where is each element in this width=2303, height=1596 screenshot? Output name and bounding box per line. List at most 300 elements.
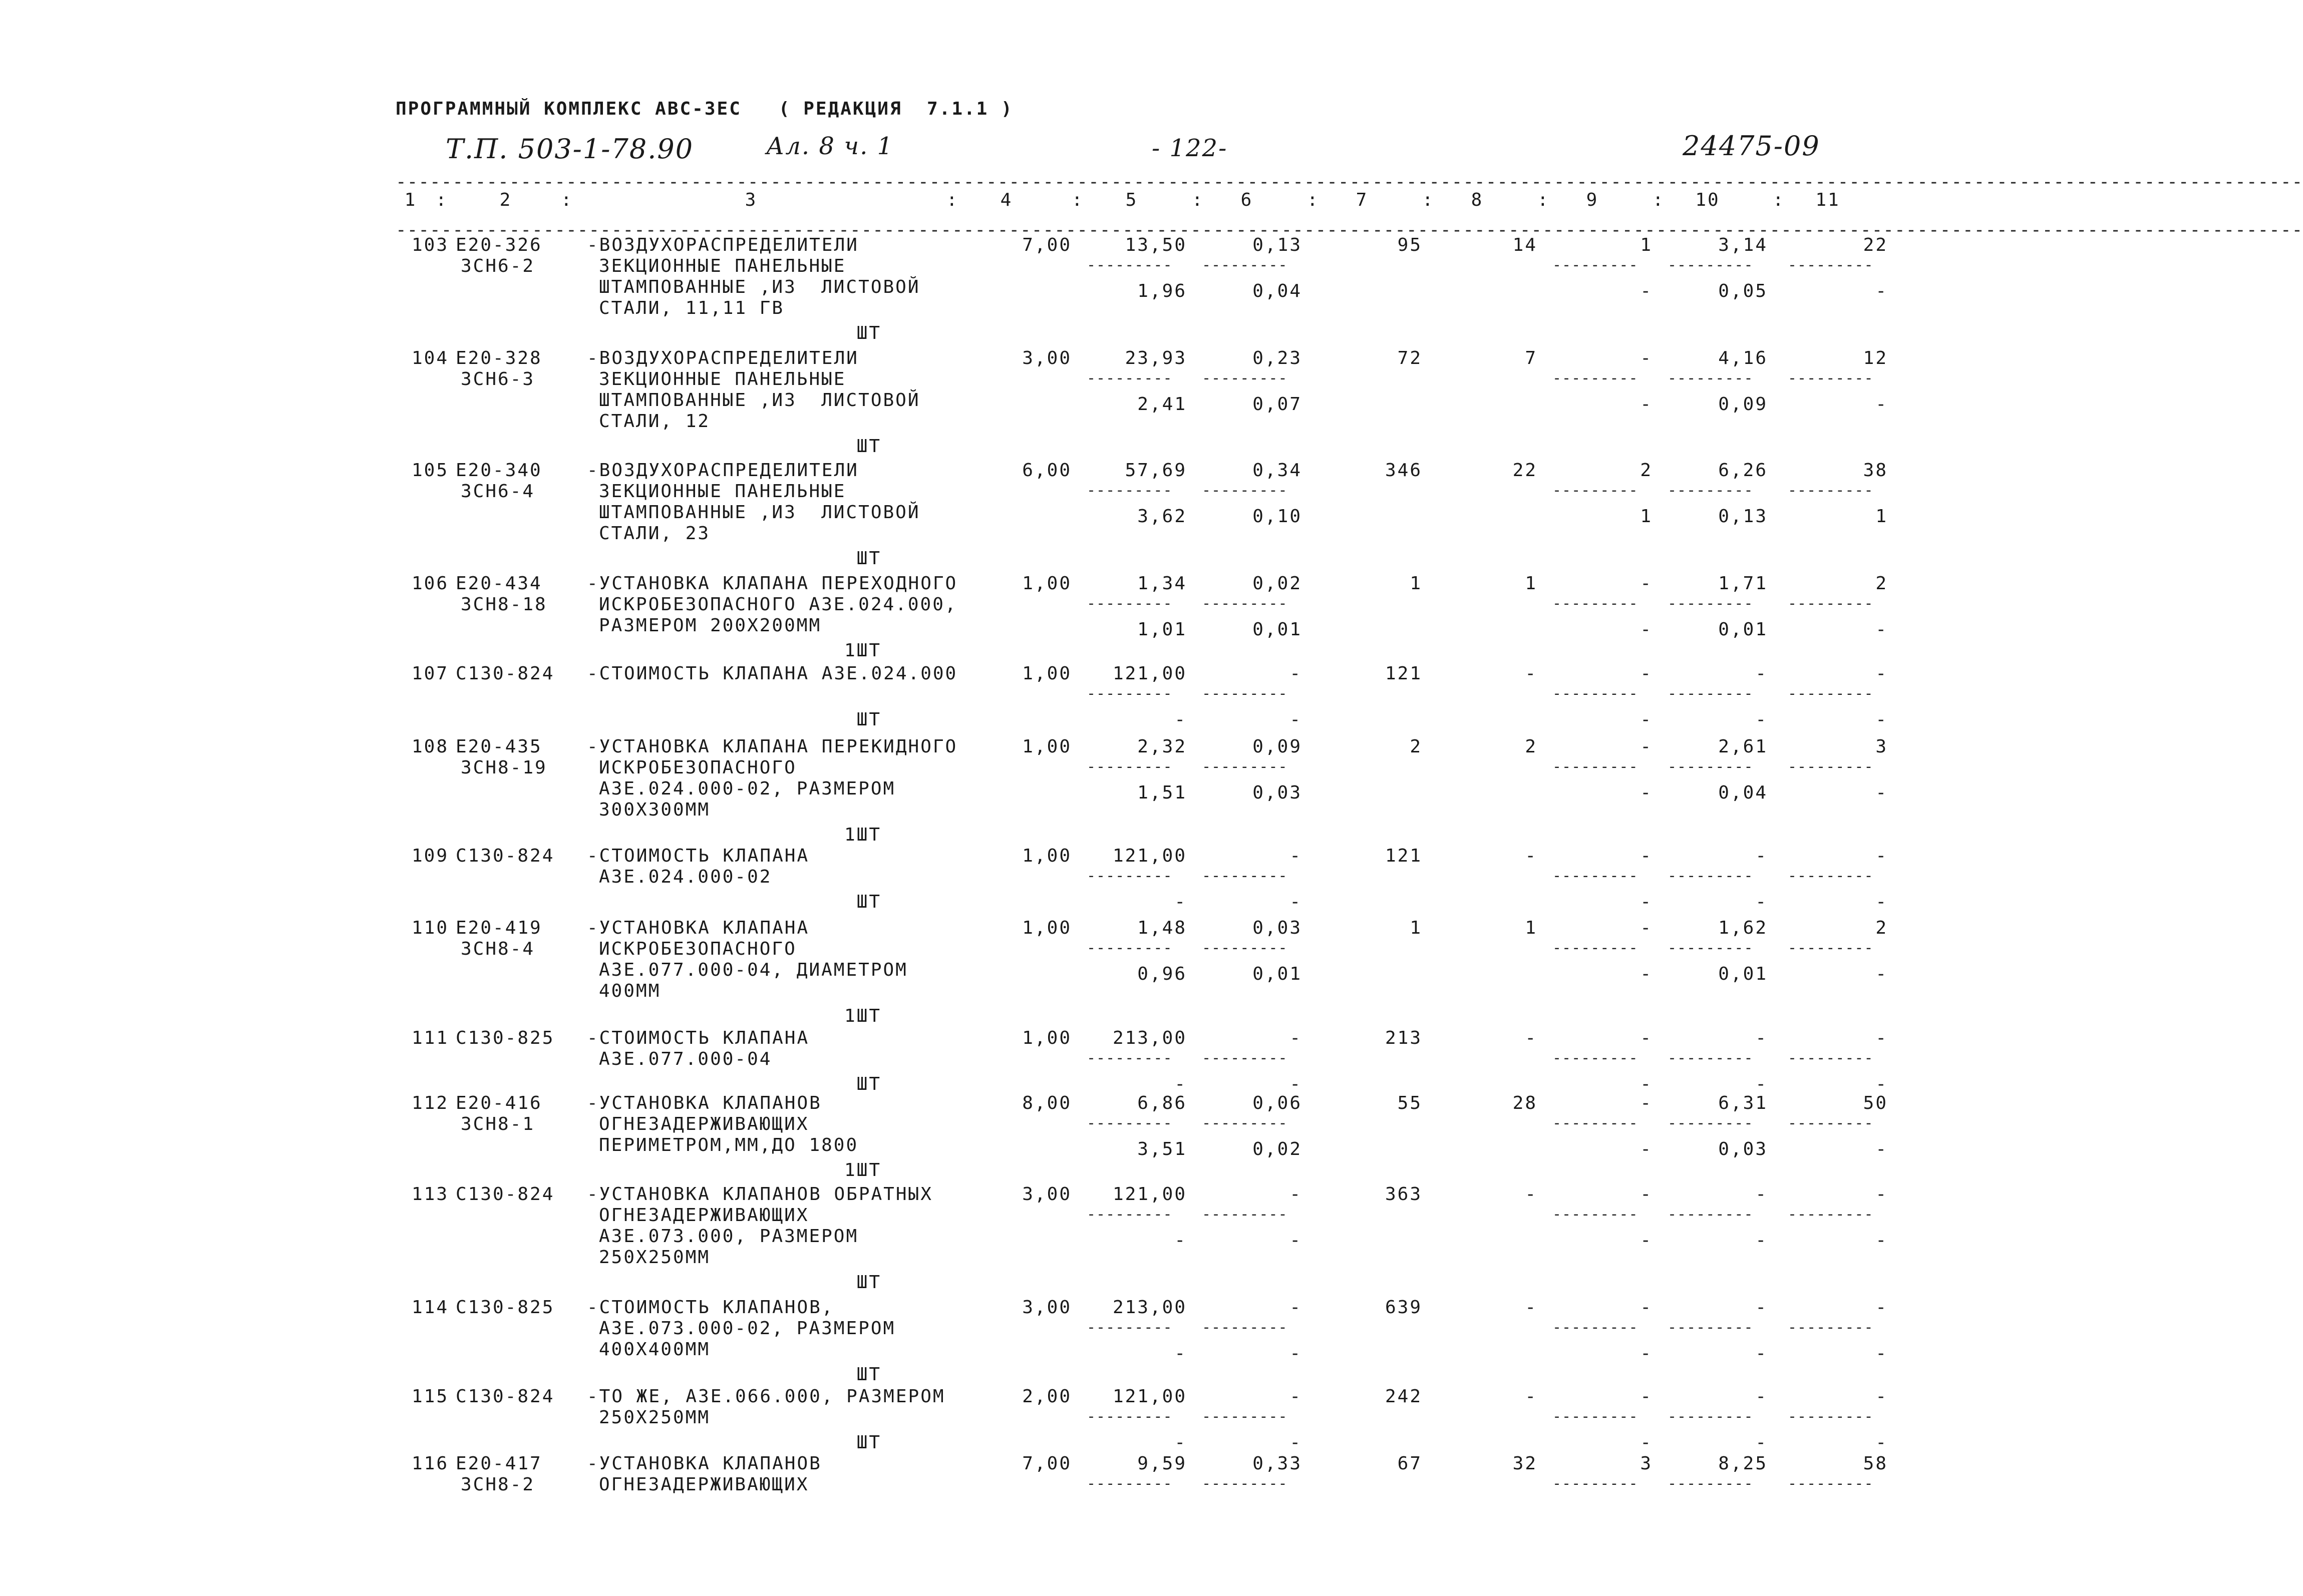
column-separator: : <box>1192 190 1204 210</box>
cell-col-4: 7,00 <box>1022 1453 1072 1474</box>
cell-col-10: 3,14 <box>1718 235 1768 255</box>
cell-col-6-secondary: - <box>1289 1343 1302 1364</box>
cell-col-5: 2,32 <box>1137 736 1187 757</box>
cell-col-4: 2,00 <box>1022 1386 1072 1407</box>
cell-col-10-secondary: - <box>1755 1343 1768 1364</box>
cell-col-10: 8,25 <box>1718 1453 1768 1474</box>
rate-code: Е20-416 <box>456 1093 542 1113</box>
dashed-separator: --------- <box>1668 1049 1754 1067</box>
dashed-separator: --------- <box>1202 1319 1288 1336</box>
cell-col-4: 1,00 <box>1022 663 1072 684</box>
row-number: 112 <box>411 1093 449 1113</box>
dashed-separator: --------- <box>1668 939 1754 957</box>
work-description-line: ИСКРОБЕЗОПАСНОГО <box>599 757 797 778</box>
row-number: 104 <box>411 348 449 368</box>
rate-code: С130-824 <box>456 663 555 684</box>
cell-col-5: 13,50 <box>1125 235 1187 255</box>
dashed-separator: --------- <box>1202 256 1288 274</box>
cell-col-4: 1,00 <box>1022 846 1072 866</box>
cell-col-5-secondary: 1,51 <box>1137 782 1187 803</box>
cell-col-7: 346 <box>1385 460 1422 481</box>
cell-col-11: - <box>1875 846 1888 866</box>
cell-col-9: - <box>1640 1028 1653 1048</box>
cell-col-5: 121,00 <box>1112 846 1187 866</box>
rate-code-secondary: ЗСН6-3 <box>461 369 535 389</box>
page-number: - 122- <box>1152 134 1228 162</box>
cell-col-11-secondary: - <box>1875 892 1888 912</box>
cell-col-9: - <box>1640 663 1653 684</box>
cell-col-9-secondary: - <box>1640 619 1653 640</box>
measure-unit: ШТ <box>856 892 881 912</box>
work-description-line: АЗЕ.024.000-02 <box>599 867 772 887</box>
dashed-separator: --------- <box>1788 1049 1874 1067</box>
cell-col-6: - <box>1289 1184 1302 1205</box>
dashed-separator: --------- <box>1788 758 1874 775</box>
dashed-separator: --------- <box>1087 482 1173 499</box>
rate-code: Е20-419 <box>456 918 542 938</box>
cell-col-10-secondary: 0,04 <box>1718 782 1768 803</box>
work-description-line: -УСТАНОВКА КЛАПАНОВ <box>587 1093 822 1113</box>
cell-col-10: - <box>1755 1028 1768 1048</box>
measure-unit: 1ШТ <box>844 825 881 845</box>
dashed-separator: --------- <box>1668 1319 1754 1336</box>
dashed-separator: --------- <box>1552 758 1638 775</box>
work-description-line: ЗЕКЦИОННЫЕ ПАНЕЛЬНЫЕ <box>599 369 846 389</box>
cell-col-10-secondary: 0,05 <box>1718 281 1768 301</box>
dashed-separator: --------- <box>1668 482 1754 499</box>
measure-unit: ШТ <box>856 1074 881 1094</box>
dashed-separator: --------- <box>1552 595 1638 612</box>
cell-col-5: 6,86 <box>1137 1093 1187 1113</box>
cell-col-5-secondary: 1,01 <box>1137 619 1187 640</box>
work-description-line: -ВОЗДУХОРАСПРЕДЕЛИТЕЛИ <box>587 235 859 255</box>
rate-code-secondary: ЗСН6-4 <box>461 481 535 502</box>
dashed-separator: --------- <box>1087 939 1173 957</box>
dashed-separator: --------- <box>1788 685 1874 702</box>
cell-col-5-secondary: 1,96 <box>1137 281 1187 301</box>
column-separator: : <box>561 190 573 210</box>
cell-col-7: 1 <box>1410 918 1422 938</box>
cell-col-6: - <box>1289 846 1302 866</box>
rate-code: Е20-326 <box>456 235 542 255</box>
cell-col-7: 639 <box>1385 1297 1422 1318</box>
dashed-separator: --------- <box>1552 939 1638 957</box>
cell-col-10-secondary: - <box>1755 1074 1768 1094</box>
dashed-separator: --------- <box>1202 369 1288 387</box>
cell-col-5-secondary: 2,41 <box>1137 394 1187 415</box>
column-number-10: 10 <box>1695 190 1720 210</box>
cell-col-9: - <box>1640 1386 1653 1407</box>
measure-unit: ШТ <box>856 1364 881 1385</box>
cell-col-11-secondary: - <box>1875 1343 1888 1364</box>
dashed-separator: --------- <box>1668 256 1754 274</box>
cell-col-6-secondary: - <box>1289 1230 1302 1251</box>
rate-code: Е20-417 <box>456 1453 542 1474</box>
dashed-separator: --------- <box>1668 369 1754 387</box>
rate-code: Е20-328 <box>456 348 542 368</box>
rate-code-secondary: ЗСН8-1 <box>461 1114 535 1134</box>
cell-col-11: - <box>1875 663 1888 684</box>
cell-col-9-secondary: 1 <box>1640 506 1653 527</box>
cell-col-8: 32 <box>1512 1453 1537 1474</box>
header-rule-bottom: ------------------------------------------------------------------------------------------------------------------------------------------------------------------------ <box>396 220 2303 240</box>
dashed-separator: --------- <box>1788 1408 1874 1425</box>
document-number: 24475-09 <box>1683 130 1820 162</box>
cell-col-6: 0,06 <box>1252 1093 1302 1113</box>
dashed-separator: --------- <box>1668 867 1754 885</box>
rate-code-secondary: ЗСН8-4 <box>461 939 535 959</box>
cell-col-4: 1,00 <box>1022 736 1072 757</box>
cell-col-6-secondary: - <box>1289 709 1302 730</box>
rate-code: С130-824 <box>456 1184 555 1205</box>
measure-unit: ШТ <box>856 709 881 730</box>
dashed-separator: --------- <box>1087 1049 1173 1067</box>
cell-col-11-secondary: - <box>1875 281 1888 301</box>
measure-unit: ШТ <box>856 323 881 343</box>
cell-col-10-secondary: 0,09 <box>1718 394 1768 415</box>
cell-col-8: 7 <box>1525 348 1537 368</box>
cell-col-5: 121,00 <box>1112 1184 1187 1205</box>
dashed-separator: --------- <box>1202 939 1288 957</box>
dashed-separator: --------- <box>1087 369 1173 387</box>
dashed-separator: --------- <box>1788 1475 1874 1492</box>
cell-col-8: 2 <box>1525 736 1537 757</box>
row-number: 111 <box>411 1028 449 1048</box>
rate-code-secondary: ЗСН8-18 <box>461 594 547 615</box>
cell-col-4: 3,00 <box>1022 1184 1072 1205</box>
work-description-line: -УСТАНОВКА КЛАПАНОВ ОБРАТНЫХ <box>587 1184 933 1205</box>
cell-col-9-secondary: - <box>1640 709 1653 730</box>
cell-col-11-secondary: - <box>1875 1432 1888 1453</box>
rate-code: Е20-435 <box>456 736 542 757</box>
cell-col-6: 0,09 <box>1252 736 1302 757</box>
work-description-line: АЗЕ.073.000-02, РАЗМЕРОМ <box>599 1318 896 1339</box>
column-separator: : <box>1072 190 1084 210</box>
cell-col-9: 1 <box>1640 235 1653 255</box>
dashed-separator: --------- <box>1668 1206 1754 1223</box>
cell-col-10-secondary: - <box>1755 892 1768 912</box>
column-number-5: 5 <box>1125 190 1138 210</box>
cell-col-7: 242 <box>1385 1386 1422 1407</box>
cell-col-11-secondary: - <box>1875 1139 1888 1159</box>
cell-col-5-secondary: 3,62 <box>1137 506 1187 527</box>
cell-col-10-secondary: - <box>1755 1230 1768 1251</box>
work-description-line: ШТАМПОВАННЫЕ ,ИЗ ЛИСТОВОЙ <box>599 277 920 297</box>
column-number-8: 8 <box>1471 190 1484 210</box>
cell-col-10: 6,31 <box>1718 1093 1768 1113</box>
column-separator: : <box>1773 190 1785 210</box>
dashed-separator: --------- <box>1788 939 1874 957</box>
cell-col-10-secondary: 0,01 <box>1718 964 1768 984</box>
cell-col-9: - <box>1640 348 1653 368</box>
dashed-separator: --------- <box>1788 595 1874 612</box>
cell-col-9-secondary: - <box>1640 1139 1653 1159</box>
cell-col-10-secondary: - <box>1755 1432 1768 1453</box>
dashed-separator: --------- <box>1087 1206 1173 1223</box>
cell-col-10: - <box>1755 846 1768 866</box>
dashed-separator: --------- <box>1668 1475 1754 1492</box>
cell-col-11-secondary: - <box>1875 709 1888 730</box>
cell-col-9-secondary: - <box>1640 1432 1653 1453</box>
work-description-line: ЗЕКЦИОННЫЕ ПАНЕЛЬНЫЕ <box>599 481 846 502</box>
cell-col-7: 55 <box>1397 1093 1422 1113</box>
cell-col-5: 121,00 <box>1112 663 1187 684</box>
dashed-separator: --------- <box>1668 685 1754 702</box>
measure-unit: ШТ <box>856 1272 881 1293</box>
cell-col-4: 7,00 <box>1022 235 1072 255</box>
work-description-line: АЗЕ.024.000-02, РАЗМЕРОМ <box>599 778 896 799</box>
work-description-line: СТАЛИ, 12 <box>599 411 711 432</box>
rate-code-secondary: ЗСН8-19 <box>461 757 547 778</box>
dashed-separator: --------- <box>1202 1049 1288 1067</box>
cell-col-11: 58 <box>1863 1453 1888 1474</box>
cell-col-11: 2 <box>1875 918 1888 938</box>
cell-col-5-secondary: - <box>1174 892 1187 912</box>
dashed-separator: --------- <box>1552 1319 1638 1336</box>
work-description-line: ЗЕКЦИОННЫЕ ПАНЕЛЬНЫЕ <box>599 256 846 276</box>
column-number-6: 6 <box>1240 190 1253 210</box>
measure-unit: ШТ <box>856 1432 881 1453</box>
header-rule-top: ------------------------------------------------------------------------------------------------------------------------------------------------------------------------ <box>396 172 2303 192</box>
program-title: ПРОГРАММНЫЙ КОМПЛЕКС АВС-ЗЕС ( РЕДАКЦИЯ 7.1.1 ) <box>396 99 1014 119</box>
rate-code: С130-825 <box>456 1297 555 1318</box>
dashed-separator: --------- <box>1087 1475 1173 1492</box>
cell-col-10: - <box>1755 663 1768 684</box>
work-description-line: СТАЛИ, 23 <box>599 523 711 544</box>
row-number: 106 <box>411 573 449 594</box>
cell-col-6-secondary: 0,01 <box>1252 619 1302 640</box>
work-description-line: -СТОИМОСТЬ КЛАПАНОВ, <box>587 1297 834 1318</box>
cell-col-9-secondary: - <box>1640 782 1653 803</box>
dashed-separator: --------- <box>1087 758 1173 775</box>
column-separator: : <box>1422 190 1435 210</box>
measure-unit: ШТ <box>856 548 881 569</box>
cell-col-6-secondary: 0,07 <box>1252 394 1302 415</box>
column-number-7: 7 <box>1356 190 1369 210</box>
dashed-separator: --------- <box>1788 1114 1874 1132</box>
cell-col-6: - <box>1289 1386 1302 1407</box>
cell-col-8: - <box>1525 1297 1537 1318</box>
cell-col-9: - <box>1640 736 1653 757</box>
measure-unit: 1ШТ <box>844 1006 881 1026</box>
cell-col-8: 28 <box>1512 1093 1537 1113</box>
cell-col-7: 121 <box>1385 663 1422 684</box>
row-number: 107 <box>411 663 449 684</box>
dashed-separator: --------- <box>1202 1475 1288 1492</box>
dashed-separator: --------- <box>1202 1114 1288 1132</box>
dashed-separator: --------- <box>1087 685 1173 702</box>
cell-col-6: - <box>1289 1297 1302 1318</box>
measure-unit: 1ШТ <box>844 640 881 661</box>
dashed-separator: --------- <box>1552 482 1638 499</box>
dashed-separator: --------- <box>1552 256 1638 274</box>
cell-col-6: 0,13 <box>1252 235 1302 255</box>
dashed-separator: --------- <box>1202 685 1288 702</box>
dashed-separator: --------- <box>1202 867 1288 885</box>
work-description-line: ОГНЕЗАДЕРЖИВАЮЩИХ <box>599 1114 809 1134</box>
cell-col-10: - <box>1755 1184 1768 1205</box>
dashed-separator: --------- <box>1202 482 1288 499</box>
work-description-line: 250Х250ММ <box>599 1247 711 1268</box>
cell-col-11: - <box>1875 1297 1888 1318</box>
cell-col-11: - <box>1875 1028 1888 1048</box>
cell-col-11-secondary: - <box>1875 1230 1888 1251</box>
cell-col-11: 3 <box>1875 736 1888 757</box>
cell-col-5-secondary: - <box>1174 709 1187 730</box>
dashed-separator: --------- <box>1087 1319 1173 1336</box>
cell-col-11-secondary: 1 <box>1875 506 1888 527</box>
work-description-line: -СТОИМОСТЬ КЛАПАНА <box>587 1028 810 1048</box>
column-separator: : <box>1307 190 1320 210</box>
cell-col-9: 2 <box>1640 460 1653 481</box>
cell-col-9: 3 <box>1640 1453 1653 1474</box>
cell-col-9-secondary: - <box>1640 394 1653 415</box>
row-number: 109 <box>411 846 449 866</box>
row-number: 114 <box>411 1297 449 1318</box>
cell-col-10: 1,71 <box>1718 573 1768 594</box>
cell-col-5: 1,48 <box>1137 918 1187 938</box>
cell-col-5-secondary: - <box>1174 1343 1187 1364</box>
row-number: 103 <box>411 235 449 255</box>
dashed-separator: --------- <box>1552 1114 1638 1132</box>
work-description-line: -УСТАНОВКА КЛАПАНОВ <box>587 1453 822 1474</box>
cell-col-6: 0,23 <box>1252 348 1302 368</box>
row-number: 108 <box>411 736 449 757</box>
cell-col-9-secondary: - <box>1640 281 1653 301</box>
dashed-separator: --------- <box>1087 867 1173 885</box>
work-description-line: -ВОЗДУХОРАСПРЕДЕЛИТЕЛИ <box>587 348 859 368</box>
dashed-separator: --------- <box>1552 369 1638 387</box>
cell-col-8: 1 <box>1525 573 1537 594</box>
cell-col-10: - <box>1755 1386 1768 1407</box>
cell-col-10: 1,62 <box>1718 918 1768 938</box>
dashed-separator: --------- <box>1202 1206 1288 1223</box>
dashed-separator: --------- <box>1552 685 1638 702</box>
row-number: 110 <box>411 918 449 938</box>
column-number-2: 2 <box>499 190 512 210</box>
cell-col-6-secondary: 0,02 <box>1252 1139 1302 1159</box>
cell-col-9-secondary: - <box>1640 964 1653 984</box>
cell-col-11-secondary: - <box>1875 394 1888 415</box>
column-number-4: 4 <box>1000 190 1013 210</box>
row-number: 115 <box>411 1386 449 1407</box>
cell-col-7: 67 <box>1397 1453 1422 1474</box>
cell-col-5: 1,34 <box>1137 573 1187 594</box>
cell-col-5-secondary: 0,96 <box>1137 964 1187 984</box>
column-separator: : <box>436 190 448 210</box>
cell-col-5: 213,00 <box>1112 1028 1187 1048</box>
cell-col-8: 1 <box>1525 918 1537 938</box>
dashed-separator: --------- <box>1087 1114 1173 1132</box>
cell-col-5: 23,93 <box>1125 348 1187 368</box>
work-description-line: 400ММ <box>599 981 661 1001</box>
cell-col-6-secondary: 0,04 <box>1252 281 1302 301</box>
cell-col-9-secondary: - <box>1640 1074 1653 1094</box>
cell-col-7: 121 <box>1385 846 1422 866</box>
cell-col-5: 57,69 <box>1125 460 1187 481</box>
cell-col-11: - <box>1875 1386 1888 1407</box>
dashed-separator: --------- <box>1788 369 1874 387</box>
dashed-separator: --------- <box>1788 867 1874 885</box>
column-separator: : <box>1537 190 1550 210</box>
work-description-line: СТАЛИ, 11,11 ГВ <box>599 298 785 318</box>
column-number-11: 11 <box>1815 190 1840 210</box>
work-description-line: -УСТАНОВКА КЛАПАНА ПЕРЕХОДНОГО <box>587 573 958 594</box>
work-description-line: 250Х250ММ <box>599 1407 711 1428</box>
work-description-line: АЗЕ.077.000-04 <box>599 1049 772 1069</box>
cell-col-6: 0,03 <box>1252 918 1302 938</box>
work-description-line: -ВОЗДУХОРАСПРЕДЕЛИТЕЛИ <box>587 460 859 481</box>
row-number: 116 <box>411 1453 449 1474</box>
dashed-separator: --------- <box>1788 482 1874 499</box>
cell-col-10-secondary: 0,01 <box>1718 619 1768 640</box>
cell-col-6: - <box>1289 1028 1302 1048</box>
cell-col-10: 2,61 <box>1718 736 1768 757</box>
dashed-separator: --------- <box>1788 256 1874 274</box>
cell-col-8: 22 <box>1512 460 1537 481</box>
work-description-line: -УСТАНОВКА КЛАПАНА ПЕРЕКИДНОГО <box>587 736 958 757</box>
cell-col-6-secondary: - <box>1289 1074 1302 1094</box>
measure-unit: 1ШТ <box>844 1160 881 1180</box>
rate-code: С130-824 <box>456 846 555 866</box>
dashed-separator: --------- <box>1552 867 1638 885</box>
work-description-line: ШТАМПОВАННЫЕ ,ИЗ ЛИСТОВОЙ <box>599 390 920 411</box>
dashed-separator: --------- <box>1087 595 1173 612</box>
cell-col-6: 0,34 <box>1252 460 1302 481</box>
work-description-line: 400Х400ММ <box>599 1339 711 1360</box>
cell-col-11-secondary: - <box>1875 782 1888 803</box>
cell-col-5: 121,00 <box>1112 1386 1187 1407</box>
dashed-separator: --------- <box>1202 595 1288 612</box>
column-number-9: 9 <box>1586 190 1599 210</box>
column-number-1: 1 <box>404 190 417 210</box>
cell-col-4: 3,00 <box>1022 348 1072 368</box>
cell-col-5-secondary: - <box>1174 1432 1187 1453</box>
column-separator: : <box>946 190 959 210</box>
dashed-separator: --------- <box>1668 758 1754 775</box>
cell-col-4: 3,00 <box>1022 1297 1072 1318</box>
cell-col-6-secondary: - <box>1289 1432 1302 1453</box>
column-separator: : <box>1653 190 1665 210</box>
cell-col-6: 0,02 <box>1252 573 1302 594</box>
project-number: Т.П. 503-1-78.90 <box>446 133 694 165</box>
cell-col-4: 8,00 <box>1022 1093 1072 1113</box>
work-description-line: 300Х300ММ <box>599 800 711 820</box>
rate-code-secondary: ЗСН8-2 <box>461 1474 535 1495</box>
rate-code: С130-824 <box>456 1386 555 1407</box>
cell-col-11-secondary: - <box>1875 964 1888 984</box>
cell-col-11: 12 <box>1863 348 1888 368</box>
cell-col-10: 6,26 <box>1718 460 1768 481</box>
dashed-separator: --------- <box>1788 1206 1874 1223</box>
cell-col-11-secondary: - <box>1875 619 1888 640</box>
cell-col-7: 95 <box>1397 235 1422 255</box>
cell-col-4: 1,00 <box>1022 918 1072 938</box>
measure-unit: ШТ <box>856 436 881 457</box>
work-description-line: ОГНЕЗАДЕРЖИВАЮЩИХ <box>599 1205 809 1226</box>
cell-col-5: 9,59 <box>1137 1453 1187 1474</box>
row-number: 105 <box>411 460 449 481</box>
cell-col-9: - <box>1640 573 1653 594</box>
cell-col-6-secondary: - <box>1289 892 1302 912</box>
dashed-separator: --------- <box>1202 758 1288 775</box>
column-number-3: 3 <box>745 190 758 210</box>
cell-col-9: - <box>1640 1297 1653 1318</box>
cell-col-6: 0,33 <box>1252 1453 1302 1474</box>
cell-col-9-secondary: - <box>1640 892 1653 912</box>
cell-col-11: 22 <box>1863 235 1888 255</box>
cell-col-11: 2 <box>1875 573 1888 594</box>
